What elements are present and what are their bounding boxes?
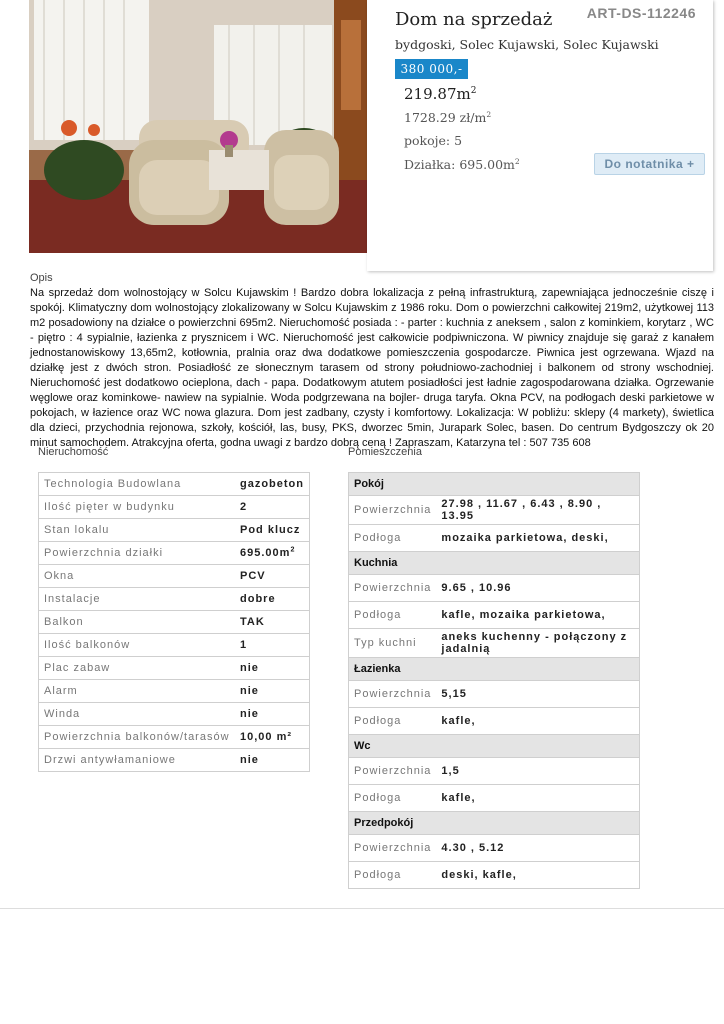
plot-size-sup: 2 <box>514 156 520 166</box>
property-key: Balkon <box>39 611 236 634</box>
property-table <box>38 472 310 772</box>
area-value <box>404 85 476 103</box>
table-row <box>349 835 640 862</box>
room-group-header <box>349 552 640 575</box>
property-value <box>235 519 310 542</box>
table-row <box>349 862 640 889</box>
room-group-header <box>349 812 640 835</box>
room-key: Powierzchnia <box>349 496 437 525</box>
property-value-text: nie <box>240 708 259 720</box>
room-group-header <box>349 735 640 758</box>
room-key: Podłoga <box>349 708 437 735</box>
property-key: Technologia Budowlana <box>39 473 236 496</box>
table-row <box>349 525 640 552</box>
room-group-name: Łazienka <box>349 658 640 681</box>
property-value <box>235 496 310 519</box>
rooms-table <box>348 472 640 889</box>
add-to-notebook-button[interactable]: Do notatnika + <box>594 153 705 175</box>
table-row <box>349 681 640 708</box>
rooms-section-label: Pomieszczenia <box>348 446 422 458</box>
property-key: Alarm <box>39 680 236 703</box>
room-value: 4.30 , 5.12 <box>436 835 639 862</box>
property-key: Okna <box>39 565 236 588</box>
room-value: 1,5 <box>436 758 639 785</box>
property-value-text: 1 <box>240 639 248 651</box>
price-per-m2-sup: 2 <box>486 109 492 119</box>
property-key: Drzwi antywłamaniowe <box>39 749 236 772</box>
description-text: Na sprzedaż dom wolnostojący w Solcu Kujawskim ! Bardzo dobra lokalizacja z pełną infrastrukturą, zapewniająca jednocześnie ciszę i spokój. Klimatyczny dom wolnostojący zlokalizowany w Solcu Kujawskim z 1986 roku. Dom o powierzchni całkowitej 219m2, użytkowej 113 m2 posadowiony na działce o powierzchni 695m2. Nieruchomość posiada : - parter : kuchnia z aneksem , salon z kominkiem, korytarz , WC - piętro : 4 sypialnie, łazienka z prysznicem i WC. Nieruchomość jest całkowicie podpiwniczona. W piwnicy znajduje się garaż z kanałem jednostanowiskowy 13,65m2, kotłownia, pralnia oraz dwa dodatkowe pomieszczenia gospodarcze. Piwnica jest ogrzewana. Wjazd na działkę jest z dwóch stron. Posiadłość ze słonecznym tarasem od strony południowo-zachodniej i balkonem od strony wschodniej. Nieruchomość jest dodatkowo ocieplona, dach - papa. Dodatkowym atutem posiadłości jest ładnie zagospodarowana działka. Ogrzewanie węglowe oraz kominkowe- nawiew na sypialnie. Woda podgrzewana na bojler- druga taryfa. Okna PCV, na podłogach deski parkietowe w pokojach, w łazience oraz WC nowa glazura. Dom jest zadbany, czysty i komfortowy. Lokalizacja: W pobliżu: sklepy (4 markety), świetlica dla dzieci, przychodnia rejonowa, szkoły, kościół, las, busy, PKS, dworzec 5min, Jurapark Solec, basen. Do centrum Bydgoszczy ok 20 minut samochodem. Atrakcyjna oferta, godna uwagi z bardzo dobrą ceną ! Zapraszam, Katarzyna tel : 507 735 608 <box>30 287 714 449</box>
property-value <box>235 473 310 496</box>
room-value: kafle, <box>436 785 639 812</box>
property-value-text: 2 <box>240 501 248 513</box>
room-group-name: Pokój <box>349 473 640 496</box>
description-label: Opis <box>30 272 53 284</box>
room-value: aneks kuchenny - połączony z jadalnią <box>436 629 639 658</box>
property-value-sup: 2 <box>290 545 296 554</box>
table-row <box>39 542 310 565</box>
listing-title: Dom na sprzedaż <box>395 9 553 30</box>
property-section-label: Nieruchomość <box>38 446 109 458</box>
property-value-text: nie <box>240 754 259 766</box>
table-row <box>39 726 310 749</box>
property-value-text: Pod klucz <box>240 524 301 536</box>
room-key: Typ kuchni <box>349 629 437 658</box>
property-key: Instalacje <box>39 588 236 611</box>
property-value <box>235 611 310 634</box>
footer-divider <box>0 908 724 909</box>
property-value-text: 10,00 m² <box>240 731 293 743</box>
room-value: kafle, mozaika parkietowa, <box>436 602 639 629</box>
table-row <box>39 565 310 588</box>
room-group-header <box>349 473 640 496</box>
property-value <box>235 703 310 726</box>
table-row <box>39 703 310 726</box>
table-row <box>349 496 640 525</box>
property-key: Plac zabaw <box>39 657 236 680</box>
property-value <box>235 634 310 657</box>
property-key: Powierzchnia działki <box>39 542 236 565</box>
room-value: deski, kafle, <box>436 862 639 889</box>
price-badge: 380 000,- <box>395 59 468 79</box>
property-value-text: gazobeton <box>240 478 304 490</box>
property-value-text: nie <box>240 685 259 697</box>
property-key: Stan lokalu <box>39 519 236 542</box>
property-value-text: 695.00m <box>240 547 291 559</box>
property-value <box>235 542 310 565</box>
property-key: Winda <box>39 703 236 726</box>
room-key: Powierzchnia <box>349 681 437 708</box>
room-key: Powierzchnia <box>349 835 437 862</box>
table-row <box>349 708 640 735</box>
table-row <box>39 749 310 772</box>
property-value <box>235 680 310 703</box>
property-value <box>235 749 310 772</box>
table-row <box>39 519 310 542</box>
room-value: 9.65 , 10.96 <box>436 575 639 602</box>
listing-ref: ART-DS-112246 <box>586 5 696 21</box>
property-key: Ilość balkonów <box>39 634 236 657</box>
room-value: kafle, <box>436 708 639 735</box>
area-text: 219.87m <box>404 85 471 103</box>
room-value: 5,15 <box>436 681 639 708</box>
property-value-text: TAK <box>240 616 265 628</box>
table-row <box>349 575 640 602</box>
room-value: 27.98 , 11.67 , 6.43 , 8.90 , 13.95 <box>436 496 639 525</box>
table-row <box>39 588 310 611</box>
property-value <box>235 588 310 611</box>
table-row <box>39 473 310 496</box>
room-key: Powierzchnia <box>349 758 437 785</box>
plot-size <box>404 157 520 172</box>
room-group-name: Przedpokój <box>349 812 640 835</box>
property-value <box>235 657 310 680</box>
price-per-m2 <box>404 110 491 125</box>
room-group-name: Kuchnia <box>349 552 640 575</box>
table-row <box>349 758 640 785</box>
room-value: mozaika parkietowa, deski, <box>436 525 639 552</box>
room-key: Powierzchnia <box>349 575 437 602</box>
property-value-text: PCV <box>240 570 266 582</box>
area-sup: 2 <box>470 86 477 96</box>
listing-photo[interactable] <box>29 0 367 253</box>
table-row <box>39 657 310 680</box>
table-row <box>39 496 310 519</box>
property-value <box>235 726 310 749</box>
property-key: Powierzchnia balkonów/tarasów <box>39 726 236 749</box>
table-row <box>39 680 310 703</box>
property-value <box>235 565 310 588</box>
room-group-header <box>349 658 640 681</box>
property-value-text: nie <box>240 662 259 674</box>
plot-size-text: Działka: 695.00m <box>404 157 515 172</box>
property-key: Ilość pięter w budynku <box>39 496 236 519</box>
room-key: Podłoga <box>349 785 437 812</box>
room-key: Podłoga <box>349 525 437 552</box>
table-row <box>349 785 640 812</box>
table-row <box>39 634 310 657</box>
room-group-name: Wc <box>349 735 640 758</box>
summary-card <box>367 0 713 271</box>
table-row <box>349 629 640 658</box>
price-per-m2-text: 1728.29 zł/m <box>404 110 487 125</box>
listing-location: bydgoski, Solec Kujawski, Solec Kujawski <box>395 37 659 52</box>
living-room-photo <box>29 0 367 253</box>
room-key: Podłoga <box>349 602 437 629</box>
table-row <box>349 602 640 629</box>
table-row <box>39 611 310 634</box>
room-key: Podłoga <box>349 862 437 889</box>
property-value-text: dobre <box>240 593 276 605</box>
rooms-count: pokoje: 5 <box>404 133 463 148</box>
